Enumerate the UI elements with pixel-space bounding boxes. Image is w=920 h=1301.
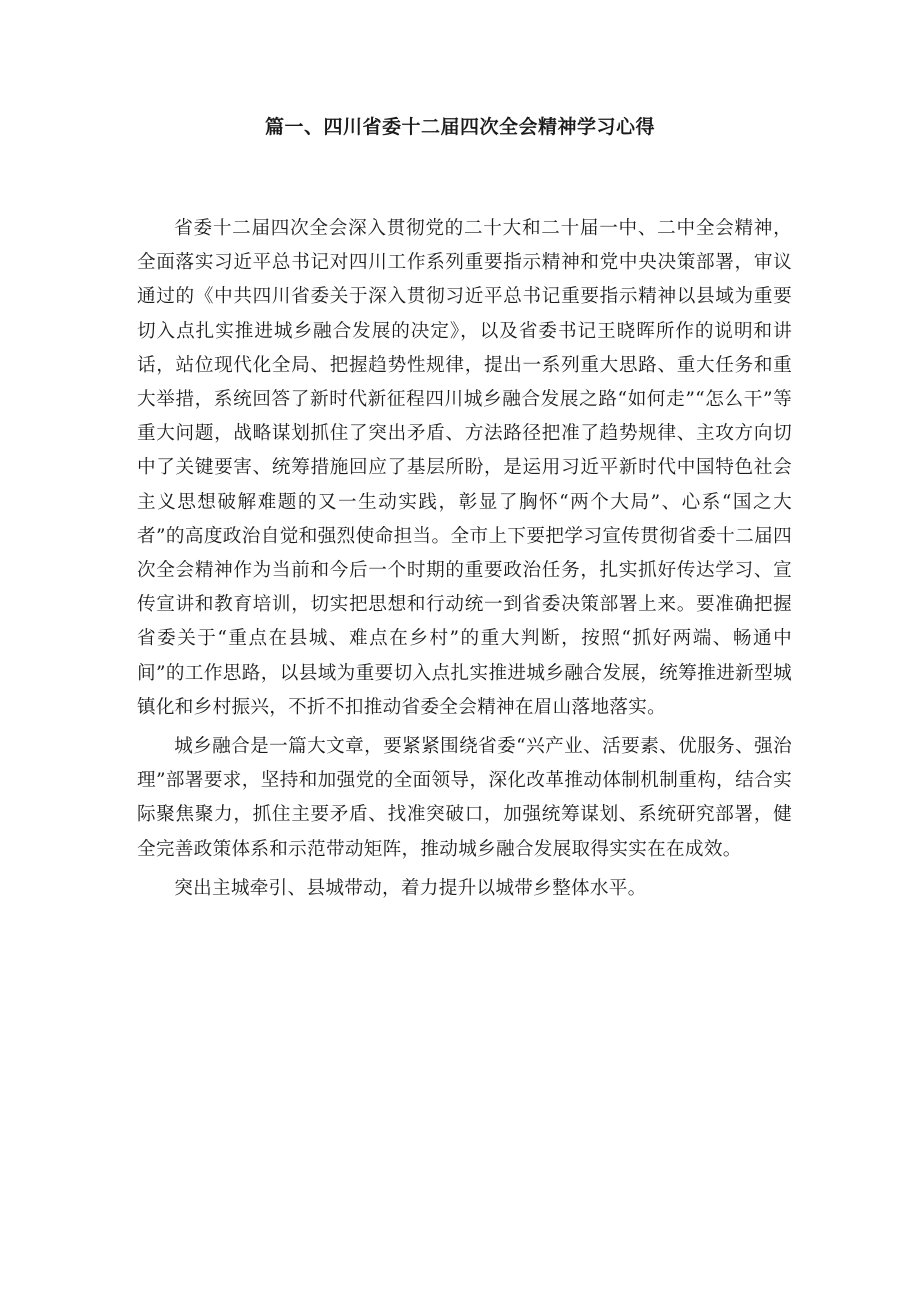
paragraph-3: 突出主城牵引、县城带动，着力提升以城带乡整体水平。 bbox=[174, 877, 647, 899]
paragraph-2: 城乡融合是一篇大文章，要紧紧围绕省委“兴产业、活要素、优服务、强治理”部署要求，坚持和加强党的全面领导，深化改革推动体制机制重构，结合实际聚焦聚力，抓住主要矛盾、找准突破口，加强统筹谋划、系统研究部署，健全完善政策体系和示范带动矩阵，推动城乡融合发展取得实实在在成效。 bbox=[137, 736, 792, 860]
document-body bbox=[137, 212, 792, 911]
document-title: 篇一、四川省委十二届四次全会精神学习心得 bbox=[264, 116, 655, 138]
paragraph-1: 省委十二届四次全会深入贯彻党的二十大和二十届一中、二中全会精神，全面落实习近平总书记对四川工作系列重要指示精神和党中央决策部署，审议通过的《中共四川省委关于深入贯彻习近平总书记重要指示精神以县域为重要切入点扎实推进城乡融合发展的决定》，以及省委书记王晓晖所作的说明和讲话，站位现代化全局、把握趋势性规律，提出一系列重大思路、重大任务和重大举措，系统回答了新时代新征程四川城乡融合发展之路“如何走”“怎么干”等重大问题，战略谋划抓住了突出矛盾、方法路径把准了趋势规律、主攻方向切中了关键要害、统筹措施回应了基层所盼，是运用习近平新时代中国特色社会主义思想破解难题的又一生动实践，彰显了胸怀“两个大局”、心系“国之大者”的高度政治自觉和强烈使命担当。全市上下要把学习宣传贯彻省委十二届四次全会精神作为当前和今后一个时期的重要政治任务，扎实抓好传达学习、宣传宣讲和教育培训，切实把思想和行动统一到省委决策部署上来。要准确把握省委关于“重点在县城、难点在乡村”的重大判断，按照“抓好两端、畅通中间”的工作思路，以县域为重要切入点扎实推进城乡融合发展，统筹推进新型城镇化和乡村振兴，不折不扣推动省委全会精神在眉山落地落实。 bbox=[137, 218, 792, 718]
